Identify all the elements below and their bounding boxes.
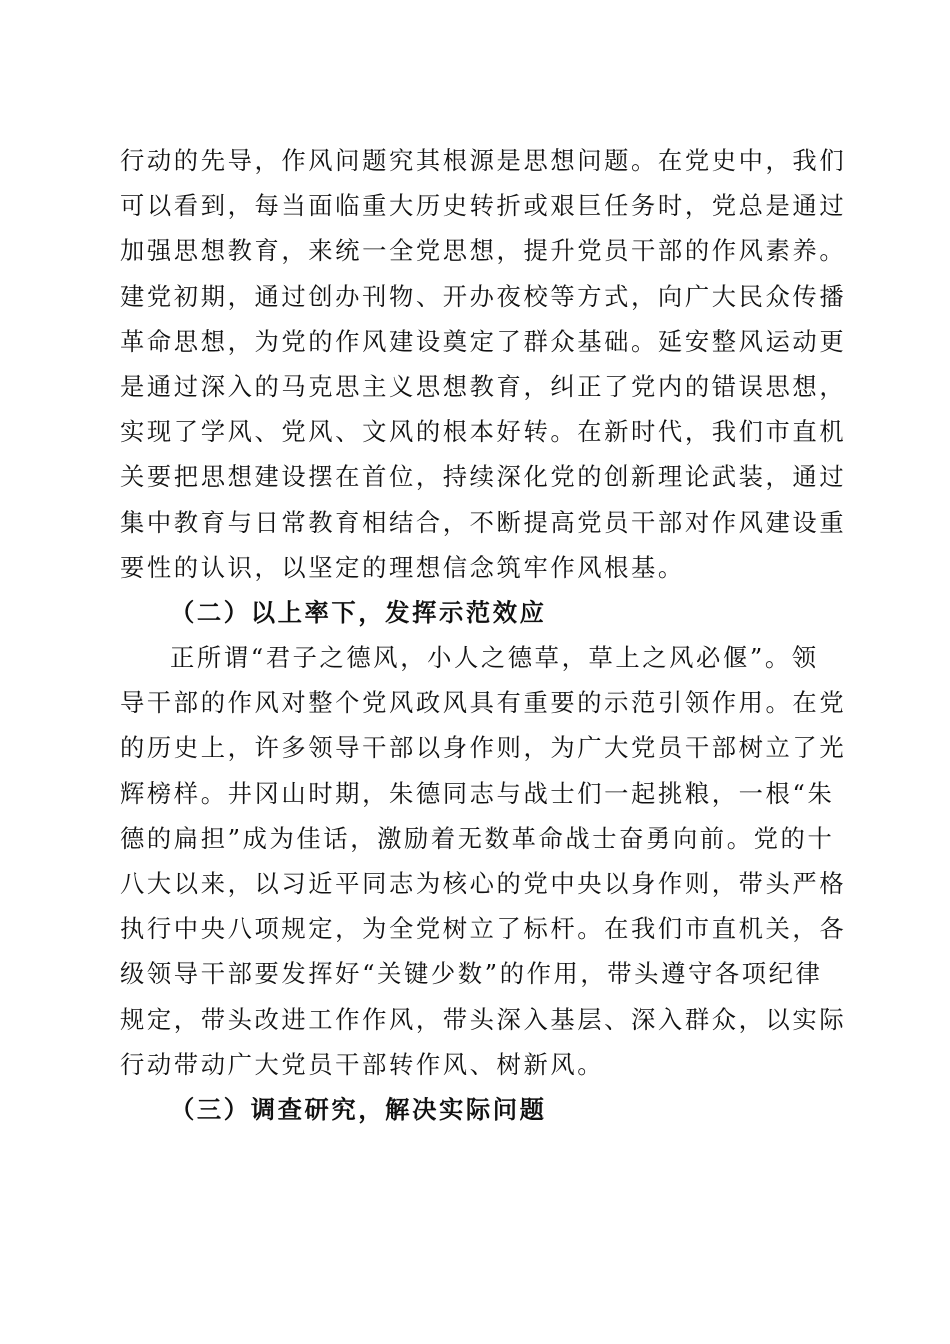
paragraph-line: 行动带动广大党员干部转作风、树新风。 [120, 1049, 605, 1079]
paragraph-line: 实现了学风、党风、文风的根本好转。在新时代，我们市直机 [120, 417, 847, 447]
document-body [120, 138, 847, 1132]
paragraph-line: 德的扁担”成为佳话，激励着无数革命战士奋勇向前。党的十 [120, 823, 835, 853]
paragraph-line: 的历史上，许多领导干部以身作则，为广大党员干部树立了光 [120, 733, 847, 763]
paragraph-line: 加强思想教育，来统一全党思想，提升党员干部的作风素养。 [120, 236, 847, 266]
paragraph-line: 辉榜样。井冈山时期，朱德同志与战士们一起挑粮，一根“朱 [120, 778, 835, 808]
paragraph-line: 革命思想，为党的作风建设奠定了群众基础。延安整风运动更 [120, 326, 847, 356]
paragraph-line: 级领导干部要发挥好“关键少数”的作用，带头遵守各项纪律 [120, 959, 823, 989]
paragraph-line: 建党初期，通过创办刊物、开办夜校等方式，向广大民众传播 [120, 281, 847, 311]
paragraph-line: 行动的先导，作风问题究其根源是思想问题。在党史中，我们 [120, 146, 847, 175]
section-heading-2: （二）以上率下，发挥示范效应 [170, 597, 547, 627]
paragraph-line: 导干部的作风对整个党风政风具有重要的示范引领作用。在党 [120, 688, 847, 718]
paragraph-line: 八大以来，以习近平同志为核心的党中央以身作则，带头严格 [120, 869, 847, 898]
paragraph-thought-education [120, 138, 847, 590]
paragraph-line: 执行中央八项规定，为全党树立了标杆。在我们市直机关，各 [120, 914, 847, 944]
section-heading-3: （三）调查研究，解决实际问题 [170, 1094, 547, 1124]
paragraph-leading-by-example [120, 635, 847, 1087]
paragraph-line: 是通过深入的马克思主义思想教育，纠正了党内的错误思想， [120, 371, 847, 401]
paragraph-line: 规定，带头改进工作作风，带头深入基层、深入群众，以实际 [120, 1004, 847, 1034]
paragraph-line: 正所谓“君子之德风，小人之德草，草上之风必偃”。领 [170, 643, 819, 673]
paragraph-line: 可以看到，每当面临重大历史转折或艰巨任务时，党总是通过 [120, 191, 847, 221]
paragraph-line: 关要把思想建设摆在首位，持续深化党的创新理论武装，通过 [120, 462, 847, 492]
paragraph-line: 要性的认识，以坚定的理想信念筑牢作风根基。 [120, 552, 685, 582]
paragraph-line: 集中教育与日常教育相结合，不断提高党员干部对作风建设重 [120, 507, 847, 537]
